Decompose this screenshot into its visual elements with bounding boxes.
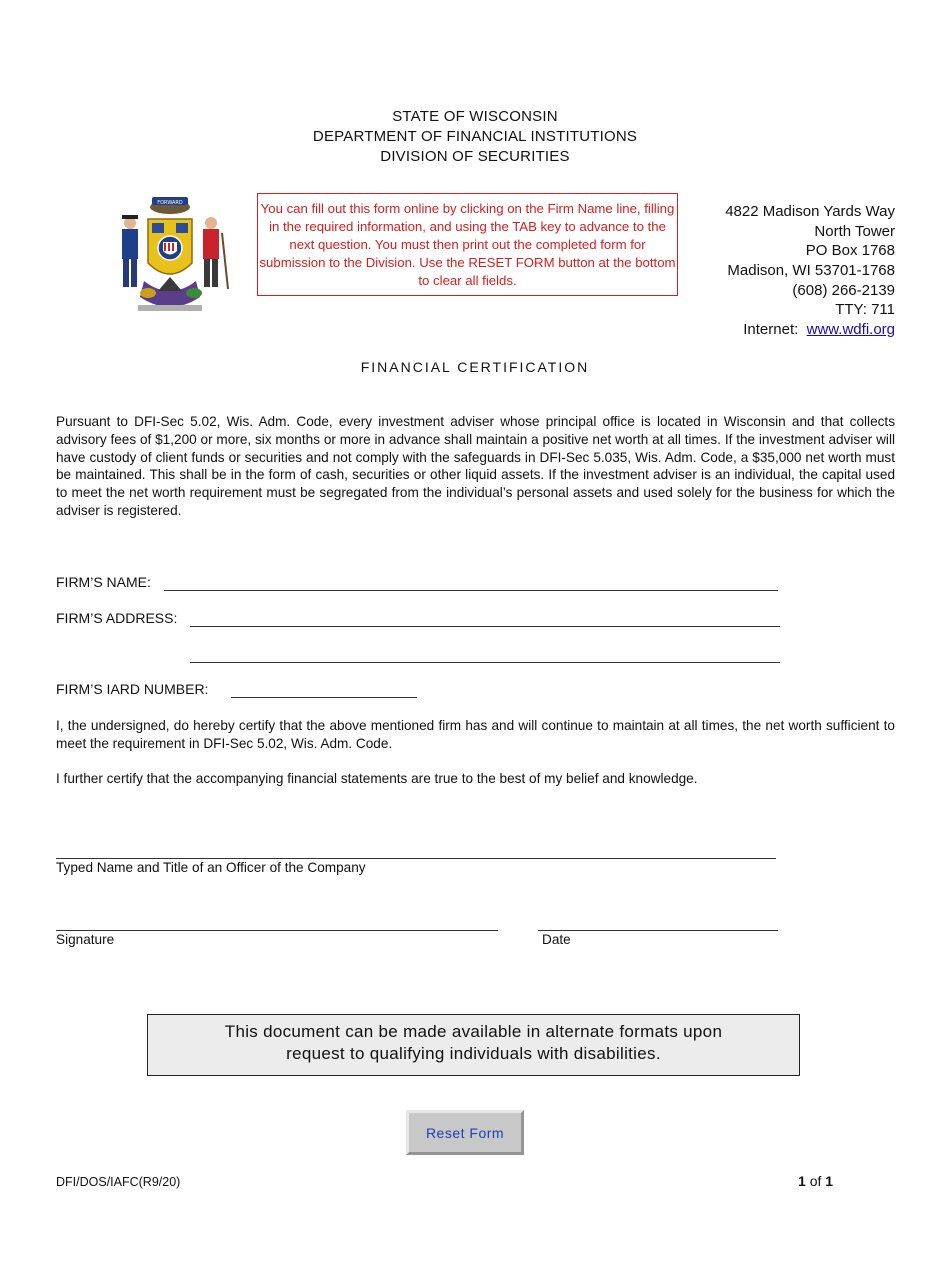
page-total: 1 <box>825 1173 834 1189</box>
firm-address-field-1[interactable] <box>190 626 780 627</box>
financial-statement-certification: I further certify that the accompanying financial statements are true to the best of my belief and knowledge. <box>56 771 698 786</box>
officer-name-title-label: Typed Name and Title of an Officer of the Company <box>56 860 366 875</box>
iard-number-field[interactable] <box>231 697 417 698</box>
header-state: STATE OF WISCONSIN <box>392 108 558 125</box>
form-id: DFI/DOS/IAFC(R9/20) <box>56 1175 181 1189</box>
firm-name-label: FIRM’S NAME: <box>56 574 151 590</box>
page-current: 1 <box>798 1173 806 1189</box>
date-label: Date <box>542 932 571 947</box>
accessibility-notice <box>147 1014 800 1076</box>
address-tty: TTY: 711 <box>835 301 895 318</box>
signature-label: Signature <box>56 932 115 947</box>
address-street: 4822 Madison Yards Way <box>725 203 895 220</box>
address-city: Madison, WI 53701-1768 <box>727 262 895 279</box>
address-internet <box>743 321 895 338</box>
signature-line <box>56 930 498 931</box>
seal-motto: FORWARD <box>157 200 183 206</box>
address-phone: (608) 266-2139 <box>792 282 895 299</box>
iard-number-label: FIRM’S IARD NUMBER: <box>56 681 209 697</box>
accessibility-line-2: request to qualifying individuals with disabilities. <box>286 1044 661 1063</box>
wisconsin-state-seal-icon <box>108 193 233 321</box>
internet-label: Internet: <box>743 321 799 338</box>
reset-form-button[interactable]: Reset Form <box>406 1110 524 1155</box>
form-title: FINANCIAL CERTIFICATION <box>360 359 590 375</box>
date-line <box>538 930 778 931</box>
certification-paragraph: I, the undersigned, do hereby certify that the above mentioned firm has and will continue to maintain at all times, the net worth sufficient to meet the requirement in DFI-Sec 5.02, Wis. Adm. Code. <box>56 718 895 751</box>
header-department: DEPARTMENT OF FINANCIAL INSTITUTIONS <box>312 128 638 145</box>
firm-address-label: FIRM’S ADDRESS: <box>56 610 178 626</box>
address-po-box: PO Box 1768 <box>805 242 895 259</box>
header-division: DIVISION OF SECURITIES <box>380 148 570 165</box>
firm-address-field-2[interactable] <box>190 662 780 663</box>
officer-name-title-line <box>56 858 776 859</box>
address-building: North Tower <box>814 223 895 240</box>
intro-paragraph: Pursuant to DFI-Sec 5.02, Wis. Adm. Code, every investment adviser whose principal office is located in Wisconsin and that collects advisory fees of $1,200 or more, six months or more in advance shall maintain a positive net worth at all times. If the investment adviser will have custody of client funds or securities and not comply with the safeguards in DFI-Sec 5.035, Wis. Adm. Code, a $35,000 net worth must be maintained. This shall be in the form of cash, securities or other liquid assets. If the investment adviser is an individual, the capital used to meet the net worth requirement must be segregated from the individual’s personal assets and used solely for the business for which the adviser is registered. <box>56 414 895 518</box>
page-number <box>798 1173 833 1189</box>
accessibility-line-1: This document can be made available in alternate formats upon <box>224 1022 723 1041</box>
firm-name-field[interactable] <box>164 590 778 591</box>
website-link[interactable]: www.wdfi.org <box>806 321 895 338</box>
online-instructions-notice: You can fill out this form online by clicking on the Firm Name line, filling in the required information, and using the TAB key to advance to the next question. You must then print out the completed form for submission to the Division. Use the RESET FORM button at the bottom to clear all fields. <box>257 193 678 296</box>
page-of: of <box>809 1173 822 1189</box>
